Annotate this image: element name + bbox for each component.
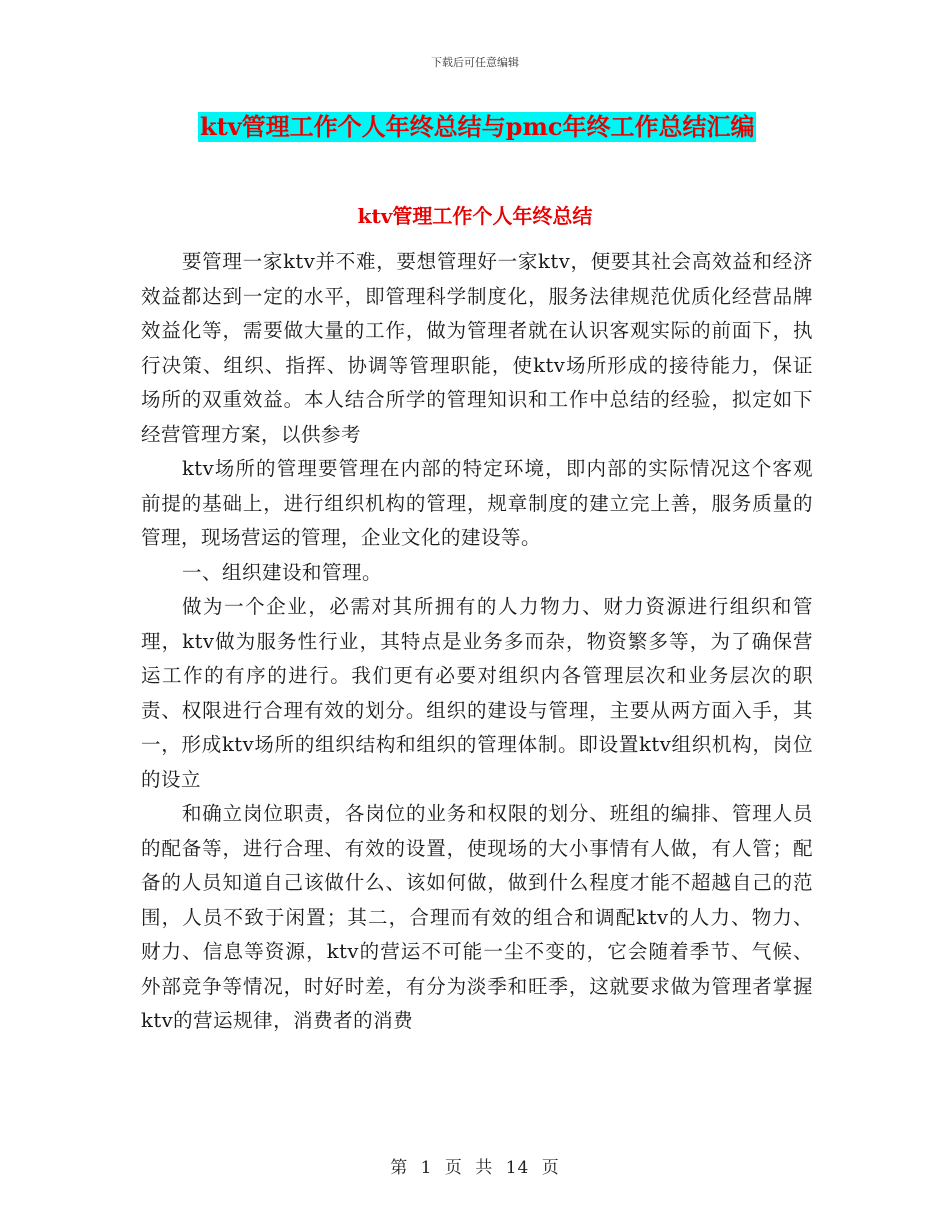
page-label-suffix: 页 (541, 1158, 560, 1178)
paragraph-heading: 一、组织建设和管理。 (181, 560, 382, 584)
page-label-prefix: 第 (390, 1158, 409, 1178)
page-label-mid2: 共 (475, 1158, 494, 1178)
main-title: ktv管理工作个人年终总结与pmc年终工作总结汇编 (200, 112, 755, 141)
paragraph: ktv场所的管理要管理在内部的特定环境，即内部的实际情况这个客观前提的基础上，进行组织机构的管理，规章制度的建立完上善，服务质量的管理，现场营运的管理，企业文化的建设等。 (141, 457, 813, 549)
total-pages-number: 14 (505, 1158, 530, 1178)
header-note: 下载后可任意编辑 (431, 56, 519, 69)
main-title-container (198, 112, 798, 142)
paragraph: 做为一个企业，必需对其所拥有的人力物力、财力资源进行组织和管理，ktv做为服务性行业，其特点是业务多而杂，物资繁多等，为了确保营运工作的有序的进行。我们更有必要对组织内各管理层次和业务层次的职责、权限进行合理有效的划分。组织的建设与管理，主要从两方面入手，其一，形成ktv场所的组织结构和组织的管理体制。即设置ktv组织机构，岗位的设立 (141, 595, 813, 791)
current-page-number: 1 (420, 1158, 433, 1178)
document-body (141, 245, 813, 1039)
paragraph: 要管理一家ktv并不难，要想管理好一家ktv，便要其社会高效益和经济效益都达到一定的水平，即管理科学制度化，服务法律规范优质化经营品牌效益化等，需要做大量的工作，做为管理者就在认识客观实际的前面下，执行决策、组织、指挥、协调等管理职能，使ktv场所形成的接待能力，保证场所的双重效益。本人结合所学的管理知识和工作中总结的经验，拟定如下经营管理方案，以供参考 (141, 250, 813, 446)
paragraph: 和确立岗位职责，各岗位的业务和权限的划分、班组的编排、管理人员的配备等，进行合理、有效的设置，使现场的大小事情有人做，有人管；配备的人员知道自己该做什么、该如何做，做到什么程度才能不超越自己的范围，人员不致于闲置；其二，合理而有效的组合和调配ktv的人力、物力、财力、信息等资源，ktv的营运不可能一尘不变的，它会随着季节、气候、外部竞争等情况，时好时差，有分为淡季和旺季，这就要求做为管理者掌握ktv的营运规律，消费者的消费 (141, 802, 813, 1032)
page-footer (0, 1153, 950, 1178)
page-label-mid1: 页 (444, 1158, 463, 1178)
section-title: ktv管理工作个人年终总结 (357, 204, 593, 228)
